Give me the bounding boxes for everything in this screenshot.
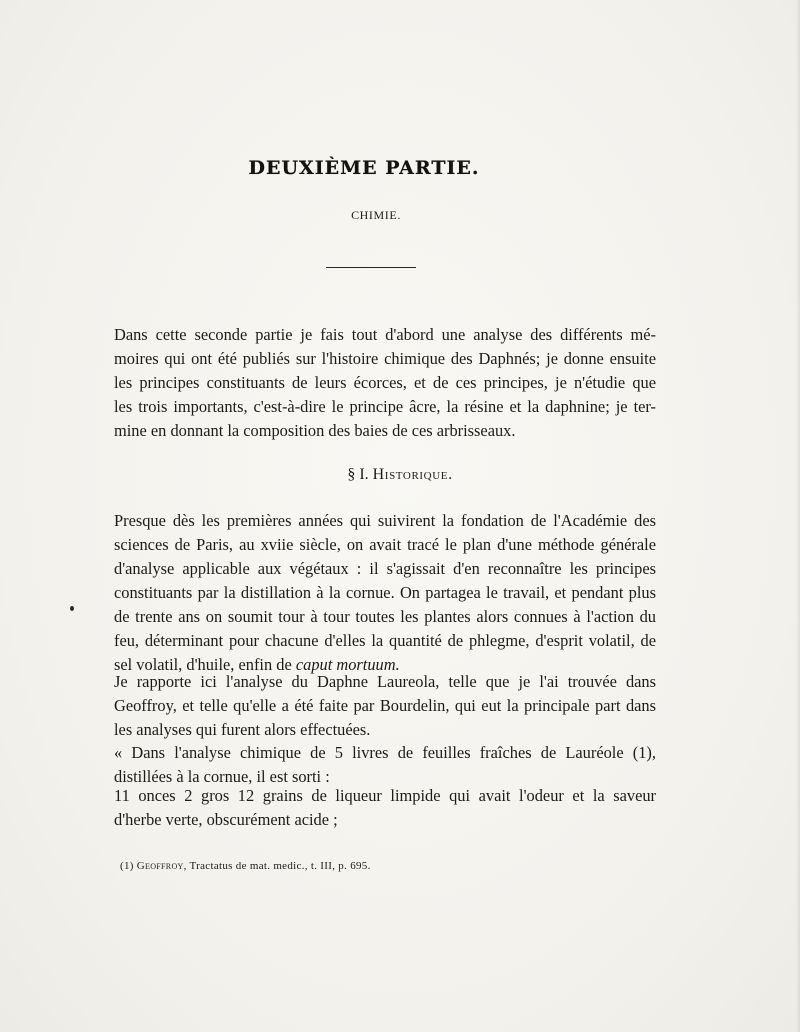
footnote [120,860,371,872]
text-line: mine en donnant la composition des baies de ces arbrisseaux. [114,421,516,440]
text-line: les principes constituants de leurs écorces, et de ces principes, je n'étudie que [114,373,656,392]
part-title: DEUXIÈME PARTIE. [248,157,480,179]
footnote-author: Geoffroy, [136,860,187,872]
intro-paragraph [114,323,656,443]
footnote-marker: (1) [120,860,134,872]
text-line: Geoffroy, et telle qu'elle a été faite par Bourdelin, qui eut la principale part dans [114,696,656,715]
historique-paragraph-4 [114,784,656,832]
text-fragment: sel volatil, d'huile, enfin de [114,655,292,674]
text-line: constituants par la distillation à la cornue. On partagea le travail, et pendant plus [114,583,656,602]
historique-paragraph-1 [114,509,656,677]
text-line: sciences de Paris, au xviie siècle, on avait tracé le plan d'une méthode générale [114,535,656,554]
section-divider [326,267,416,268]
text-line: de trente ans on soumit tour à tour toutes les plantes alors connues à l'action du [114,607,656,626]
text-line: les analyses qui furent alors effectuées. [114,720,371,739]
text-line: 11 onces 2 gros 12 grains de liqueur limpide qui avait l'odeur et la saveur [114,786,656,805]
historique-paragraph-3 [114,741,656,789]
text-line: distillées à la cornue, il est sorti : [114,767,330,786]
text-line: Je rapporte ici l'analyse du Daphne Laureola, telle que je l'ai trouvée dans [114,672,656,691]
text-line: les trois importants, c'est-à-dire le principe âcre, la résine et la daphnine; je ter- [114,397,656,416]
text-line: Presque dès les premières années qui suivirent la fondation de l'Académie des [114,511,656,530]
historique-heading [0,466,800,484]
latin-term: caput mortuum. [295,655,400,674]
section-number: § I. [347,466,369,483]
text-line: moires qui ont été publiés sur l'histoire chimique des Daphnés; je donne ensuite [114,349,656,368]
text-line: feu, déterminant pour chacune d'elles la quantité de phlegme, d'esprit volatil, de [114,631,656,650]
text-line: « Dans l'analyse chimique de 5 livres de feuilles fraîches de Lauréole (1), [114,743,656,762]
historique-paragraph-2 [114,670,656,742]
page-edge-shadow [796,0,800,1032]
text-line: Dans cette seconde partie je fais tout d'abord une analyse des différents mé- [114,325,656,344]
section-heading-title: Historique. [372,466,453,483]
footnote-text: Tractatus de mat. medic., t. III, p. 695. [189,860,371,872]
section-title: CHIMIE. [351,208,401,222]
text-line: d'analyse applicable aux végétaux : il s'agissait d'en reconnaître les principes [114,559,656,578]
margin-speck [70,606,74,611]
text-line: d'herbe verte, obscurément acide ; [114,810,338,829]
